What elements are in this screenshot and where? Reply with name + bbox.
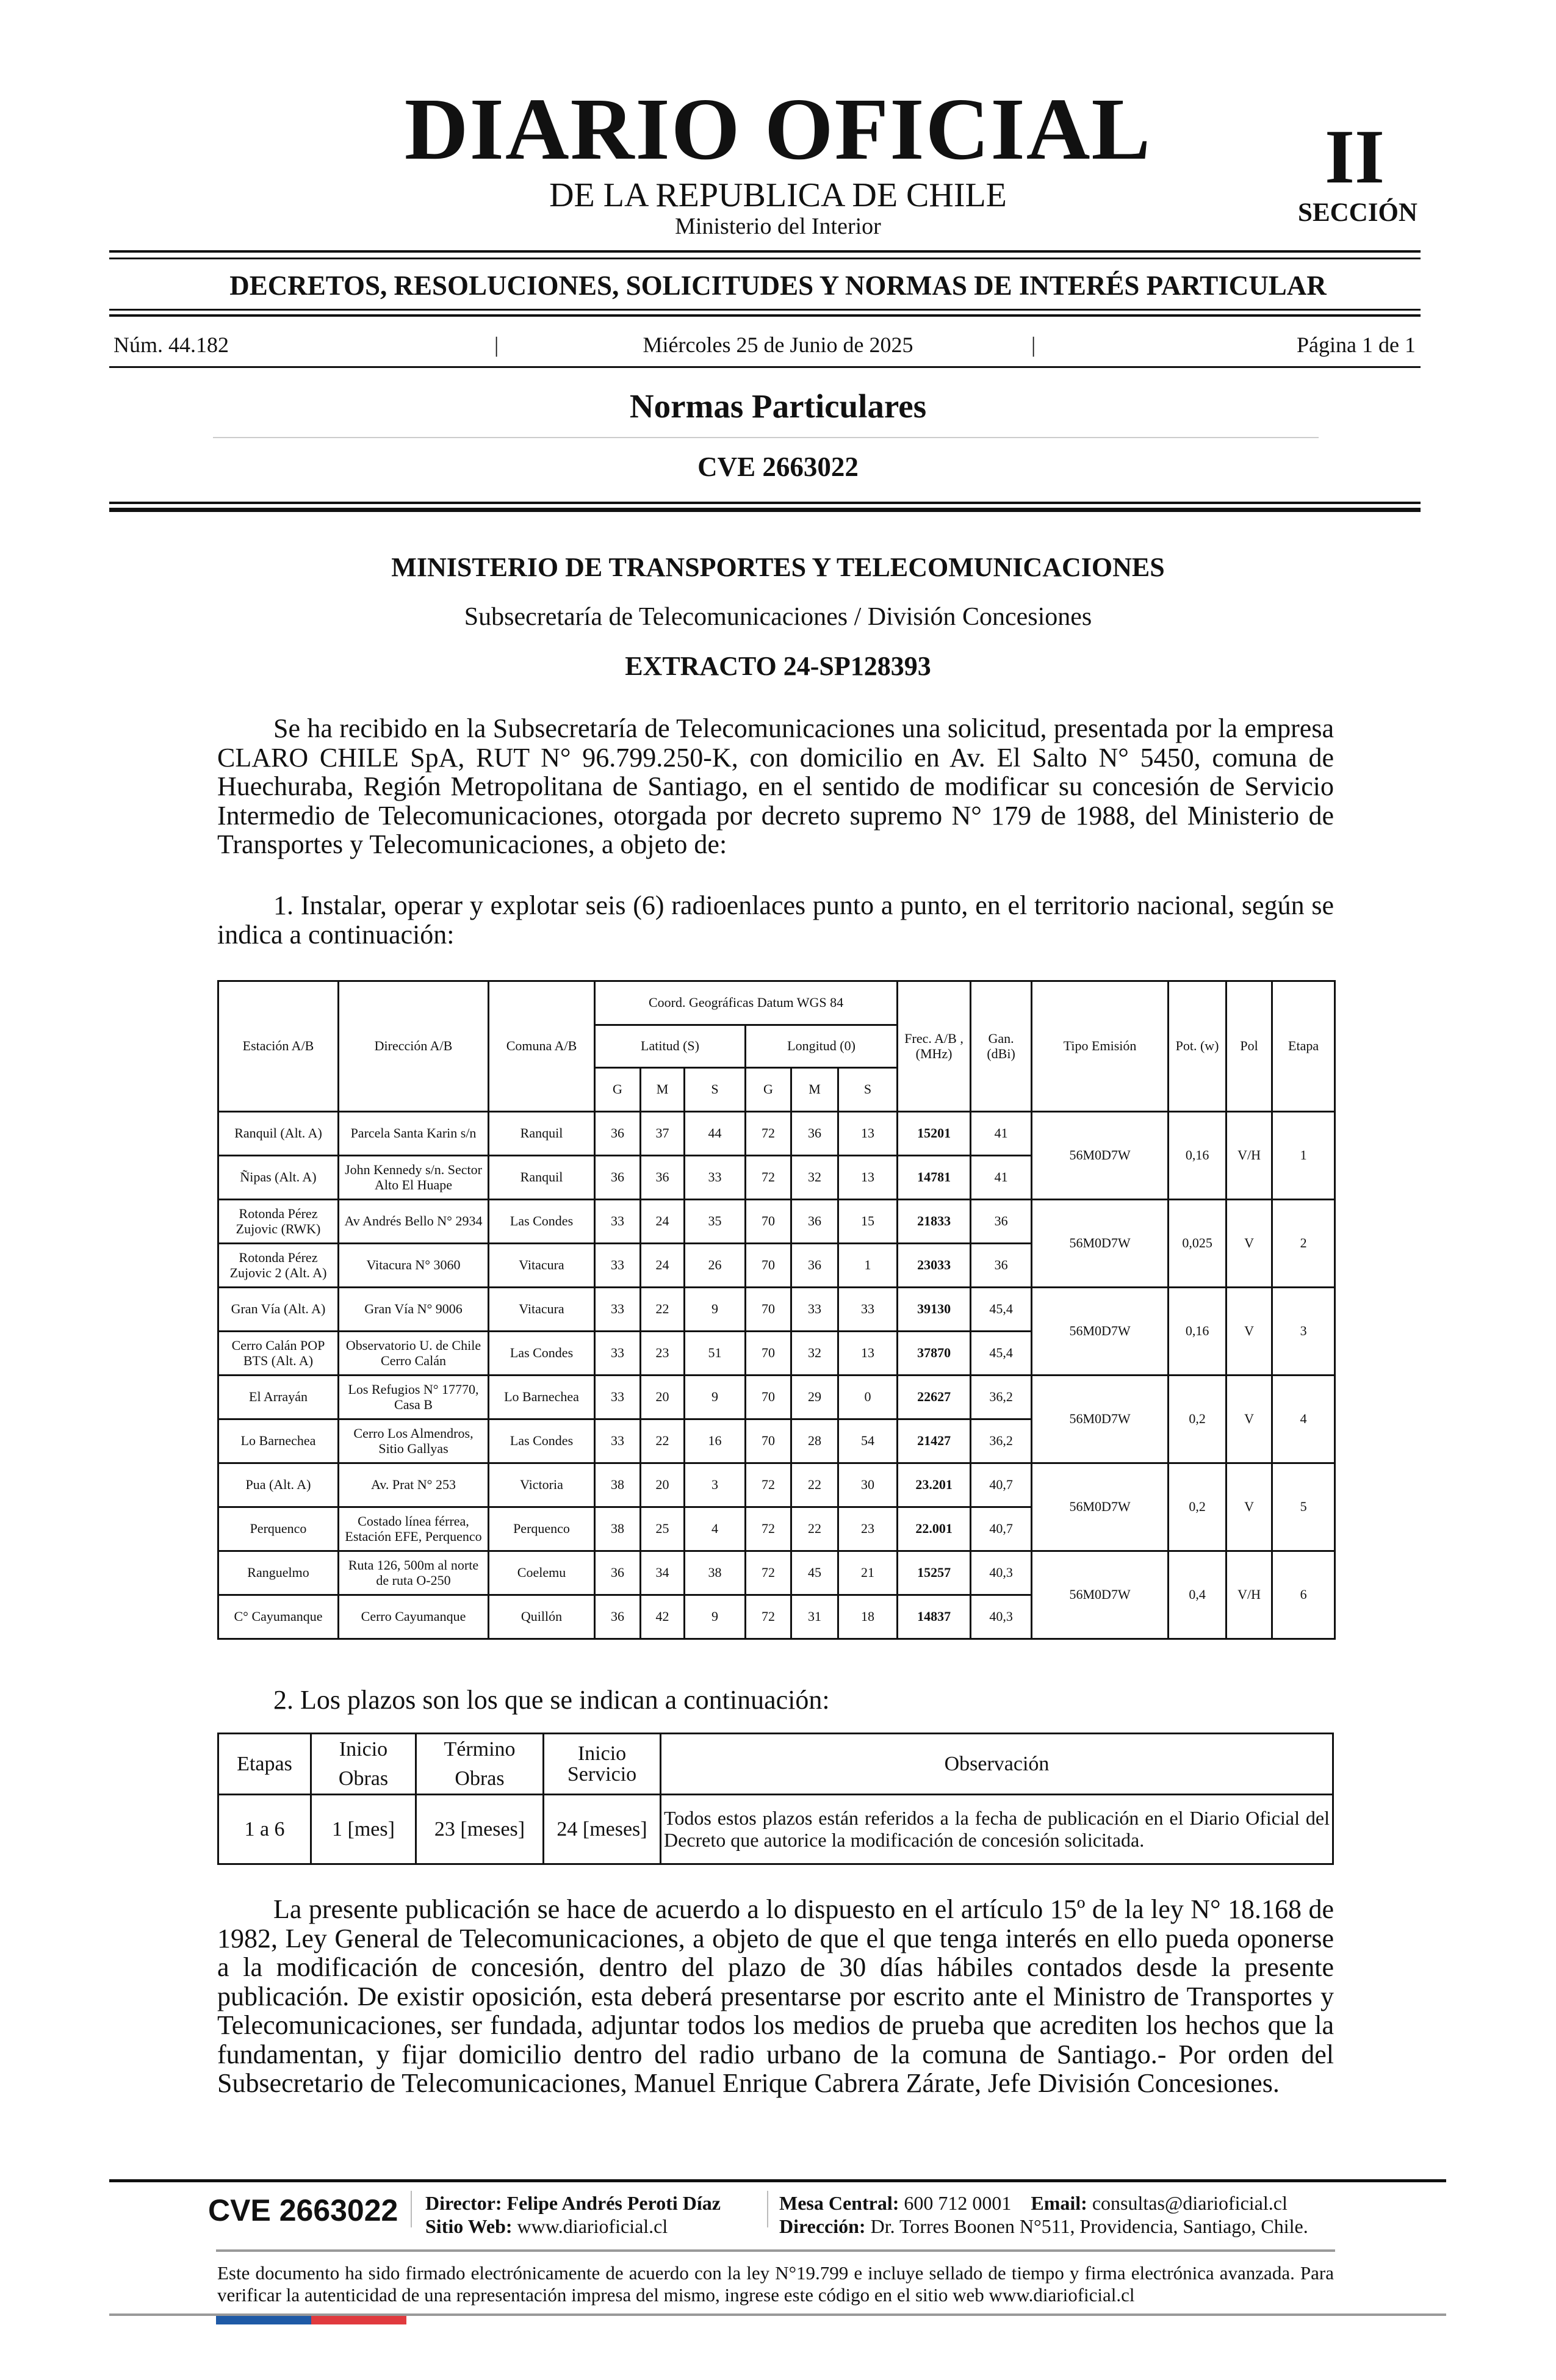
gain-cell: 36,2 [971, 1376, 1032, 1419]
category-heading: Normas Particulares [629, 388, 927, 425]
start-service-value: 24 [meses] [544, 1795, 661, 1864]
address-cell: Observatorio U. de Chile Cerro Calán [339, 1332, 489, 1376]
gain-cell: 36 [971, 1200, 1032, 1244]
footer-divider [109, 2179, 1446, 2182]
lon-g-cell: 70 [746, 1332, 791, 1376]
gain-cell: 36 [971, 1244, 1032, 1288]
lon-g-cell: 70 [746, 1288, 791, 1332]
lat-g-cell: 33 [595, 1200, 641, 1244]
station-cell: C° Cayumanque [218, 1595, 339, 1639]
sub-organization: Subsecretaría de Telecomunicaciones / División Concesiones [464, 603, 1092, 631]
phone-label: Mesa Central: [779, 2192, 899, 2214]
address-cell: Cerro Cayumanque [339, 1595, 489, 1639]
address-label: Dirección: [779, 2215, 866, 2237]
divider [109, 314, 1421, 317]
commune-cell: Vitacura [489, 1244, 595, 1288]
commune-cell: Victoria [489, 1463, 595, 1507]
lon-s-cell: 21 [838, 1551, 898, 1595]
item-1-paragraph: 1. Instalar, operar y explotar seis (6) radioenlaces punto a punto, en el territorio nacional, según se indica a continuación: [217, 890, 1334, 950]
page-number: Página 1 de 1 [1297, 333, 1416, 357]
gain-cell: 41 [971, 1112, 1032, 1156]
lat-g-cell: 33 [595, 1332, 641, 1376]
lat-g-cell: 33 [595, 1288, 641, 1332]
pol-cell: V [1226, 1200, 1272, 1288]
power-cell: 0,2 [1169, 1376, 1226, 1463]
header-gain: Gan. (dBi) [971, 981, 1032, 1112]
table-row [218, 1376, 1335, 1419]
station-cell: El Arrayán [218, 1376, 339, 1419]
emission-cell: 56M0D7W [1032, 1112, 1169, 1200]
header-pol: Pol [1226, 981, 1272, 1112]
station-cell: Rotonda Pérez Zujovic 2 (Alt. A) [218, 1244, 339, 1288]
lat-g-cell: 38 [595, 1463, 641, 1507]
lon-s-cell: 13 [838, 1156, 898, 1200]
lat-g-cell: 33 [595, 1244, 641, 1288]
pol-cell: V [1226, 1376, 1272, 1463]
lon-m-cell: 36 [791, 1112, 838, 1156]
lat-s-cell: 9 [685, 1376, 746, 1419]
extract-title: EXTRACTO 24-SP128393 [625, 651, 931, 681]
freq-cell: 15201 [898, 1112, 971, 1156]
lat-s-cell: 26 [685, 1244, 746, 1288]
header-longitude: Longitud (0) [746, 1025, 898, 1068]
lat-m-cell: 20 [641, 1376, 685, 1419]
header-start-service: Inicio Servicio [544, 1734, 661, 1795]
divider [109, 508, 1421, 512]
separator: | [494, 333, 499, 357]
lon-m-cell: 45 [791, 1551, 838, 1595]
emission-cell: 56M0D7W [1032, 1376, 1169, 1463]
stages-value: 1 a 6 [218, 1795, 311, 1864]
station-cell: Ñipas (Alt. A) [218, 1156, 339, 1200]
email-link[interactable]: consultas@diarioficial.cl [1092, 2192, 1288, 2214]
lon-g-cell: 72 [746, 1112, 791, 1156]
gain-cell: 40,3 [971, 1551, 1032, 1595]
lon-m-cell: 36 [791, 1200, 838, 1244]
station-cell: Cerro Calán POP BTS (Alt. A) [218, 1332, 339, 1376]
email-label: Email: [1031, 2192, 1087, 2214]
header-lon-m: M [791, 1068, 838, 1112]
gain-cell: 40,7 [971, 1507, 1032, 1551]
freq-cell: 39130 [898, 1288, 971, 1332]
lat-m-cell: 25 [641, 1507, 685, 1551]
station-cell: Ranguelmo [218, 1551, 339, 1595]
lon-s-cell: 13 [838, 1112, 898, 1156]
lon-g-cell: 72 [746, 1156, 791, 1200]
header-power: Pot. (w) [1169, 981, 1226, 1112]
lat-s-cell: 9 [685, 1595, 746, 1639]
footer-cve: CVE 2663022 [208, 2193, 398, 2227]
lon-s-cell: 33 [838, 1288, 898, 1332]
address-cell: Av. Prat N° 253 [339, 1463, 489, 1507]
radio-links-table [217, 980, 1336, 1640]
divider [109, 366, 1421, 368]
lat-g-cell: 36 [595, 1112, 641, 1156]
lon-g-cell: 70 [746, 1244, 791, 1288]
item-2-paragraph: 2. Los plazos son los que se indican a continuación: [273, 1685, 830, 1715]
footer-director [425, 2193, 721, 2213]
divider [213, 437, 1319, 438]
lon-g-cell: 72 [746, 1463, 791, 1507]
lon-s-cell: 54 [838, 1419, 898, 1463]
lat-g-cell: 36 [595, 1595, 641, 1639]
address-cell: John Kennedy s/n. Sector Alto El Huape [339, 1156, 489, 1200]
address-cell: Vitacura N° 3060 [339, 1244, 489, 1288]
observation-value: Todos estos plazos están referidos a la fecha de publicación en el Diario Oficial del Decreto que autorice la modificación de concesión solicitada. [661, 1795, 1333, 1864]
address-cell: Gran Vía N° 9006 [339, 1288, 489, 1332]
stage-cell: 5 [1272, 1463, 1335, 1551]
organization-heading: MINISTERIO DE TRANSPORTES Y TELECOMUNICACIONES [391, 552, 1165, 582]
header-freq: Frec. A/B , (MHz) [898, 981, 971, 1112]
lon-m-cell: 28 [791, 1419, 838, 1463]
director-label: Director: [425, 2192, 502, 2214]
commune-cell: Lo Barnechea [489, 1376, 595, 1419]
lat-m-cell: 23 [641, 1332, 685, 1376]
divider [109, 250, 1421, 253]
lon-m-cell: 32 [791, 1332, 838, 1376]
header-commune: Comuna A/B [489, 981, 595, 1112]
freq-cell: 14781 [898, 1156, 971, 1200]
freq-cell: 37870 [898, 1332, 971, 1376]
address-cell: Parcela Santa Karin s/n [339, 1112, 489, 1156]
newspaper-title: DIARIO OFICIAL [404, 81, 1152, 178]
header-start-works: Inicio Obras [311, 1734, 416, 1795]
divider [109, 258, 1421, 259]
lon-g-cell: 72 [746, 1595, 791, 1639]
address-cell: Av Andrés Bello N° 2934 [339, 1200, 489, 1244]
table-row [218, 1112, 1335, 1156]
lat-m-cell: 22 [641, 1288, 685, 1332]
address-cell: Los Refugios N° 17770, Casa B [339, 1376, 489, 1419]
lat-g-cell: 36 [595, 1551, 641, 1595]
station-cell: Ranquil (Alt. A) [218, 1112, 339, 1156]
header-station: Estación A/B [218, 981, 339, 1112]
lat-m-cell: 36 [641, 1156, 685, 1200]
start-works-value: 1 [mes] [311, 1795, 416, 1864]
power-cell: 0,025 [1169, 1200, 1226, 1288]
commune-cell: Ranquil [489, 1156, 595, 1200]
header-lat-m: M [641, 1068, 685, 1112]
lat-s-cell: 35 [685, 1200, 746, 1244]
lon-m-cell: 22 [791, 1463, 838, 1507]
lon-s-cell: 15 [838, 1200, 898, 1244]
header-stages: Etapas [218, 1734, 311, 1795]
lon-s-cell: 13 [838, 1332, 898, 1376]
lat-s-cell: 16 [685, 1419, 746, 1463]
signature-disclaimer: Este documento ha sido firmado electrónicamente de acuerdo con la ley N°19.799 e incluye sellado de tiempo y firma electrónica avanzada. Para verificar la autenticidad de una representación impresa del mismo, ingrese este código en el sitio web www.diarioficial.cl [217, 2262, 1334, 2306]
lat-s-cell: 3 [685, 1463, 746, 1507]
header-coords: Coord. Geográficas Datum WGS 84 [595, 981, 898, 1025]
commune-cell: Quillón [489, 1595, 595, 1639]
freq-cell: 15257 [898, 1551, 971, 1595]
lon-s-cell: 1 [838, 1244, 898, 1288]
lon-g-cell: 72 [746, 1507, 791, 1551]
lon-s-cell: 0 [838, 1376, 898, 1419]
website-label: Sitio Web: [425, 2215, 513, 2237]
header-lat-s: S [685, 1068, 746, 1112]
lat-m-cell: 42 [641, 1595, 685, 1639]
issue-number: Núm. 44.182 [113, 333, 229, 357]
power-cell: 0,2 [1169, 1463, 1226, 1551]
header-stage: Etapa [1272, 981, 1335, 1112]
footer-separator [767, 2191, 768, 2227]
footer-divider [216, 2249, 1335, 2252]
lat-s-cell: 51 [685, 1332, 746, 1376]
emission-cell: 56M0D7W [1032, 1288, 1169, 1376]
section-number: II [1324, 115, 1385, 200]
header-latitude: Latitud (S) [595, 1025, 746, 1068]
commune-cell: Las Condes [489, 1200, 595, 1244]
gain-cell: 36,2 [971, 1419, 1032, 1463]
freq-cell: 22.001 [898, 1507, 971, 1551]
lon-s-cell: 23 [838, 1507, 898, 1551]
flag-stripe-red [311, 2316, 406, 2324]
address-cell: Cerro Los Almendros, Sitio Gallyas [339, 1419, 489, 1463]
lat-g-cell: 33 [595, 1376, 641, 1419]
header-address: Dirección A/B [339, 981, 489, 1112]
divider [109, 309, 1421, 311]
lon-s-cell: 18 [838, 1595, 898, 1639]
lon-g-cell: 70 [746, 1376, 791, 1419]
station-cell: Pua (Alt. A) [218, 1463, 339, 1507]
header-lon-s: S [838, 1068, 898, 1112]
station-cell: Gran Vía (Alt. A) [218, 1288, 339, 1332]
pol-cell: V [1226, 1288, 1272, 1376]
ministry-label: Ministerio del Interior [675, 214, 881, 239]
header-lat-g: G [595, 1068, 641, 1112]
footer-address [779, 2216, 1308, 2236]
commune-cell: Perquenco [489, 1507, 595, 1551]
commune-cell: Coelemu [489, 1551, 595, 1595]
station-cell: Rotonda Pérez Zujovic (RWK) [218, 1200, 339, 1244]
pol-cell: V/H [1226, 1551, 1272, 1639]
address-cell: Costado línea férrea, Estación EFE, Perquenco [339, 1507, 489, 1551]
lon-g-cell: 70 [746, 1200, 791, 1244]
lat-s-cell: 9 [685, 1288, 746, 1332]
divider [109, 502, 1421, 504]
radio-links-body [218, 1112, 1335, 1639]
commune-cell: Las Condes [489, 1332, 595, 1376]
lat-g-cell: 38 [595, 1507, 641, 1551]
gain-cell: 41 [971, 1156, 1032, 1200]
header-lon-g: G [746, 1068, 791, 1112]
phone-number: 600 712 0001 [904, 2192, 1012, 2214]
commune-cell: Ranquil [489, 1112, 595, 1156]
lon-g-cell: 72 [746, 1551, 791, 1595]
table-row [218, 1551, 1335, 1595]
power-cell: 0,16 [1169, 1112, 1226, 1200]
footer-separator [411, 2191, 412, 2227]
gain-cell: 40,7 [971, 1463, 1032, 1507]
newspaper-subtitle: DE LA REPUBLICA DE CHILE [549, 176, 1007, 214]
commune-cell: Vitacura [489, 1288, 595, 1332]
issue-date: Miércoles 25 de Junio de 2025 [643, 333, 913, 357]
power-cell: 0,4 [1169, 1551, 1226, 1639]
emission-cell: 56M0D7W [1032, 1200, 1169, 1288]
lat-s-cell: 44 [685, 1112, 746, 1156]
lon-s-cell: 30 [838, 1463, 898, 1507]
lon-m-cell: 31 [791, 1595, 838, 1639]
stage-cell: 2 [1272, 1200, 1335, 1288]
address-cell: Ruta 126, 500m al norte de ruta O-250 [339, 1551, 489, 1595]
station-cell: Lo Barnechea [218, 1419, 339, 1463]
emission-cell: 56M0D7W [1032, 1463, 1169, 1551]
schedule-table [217, 1733, 1334, 1865]
header-end-works: Término Obras [416, 1734, 544, 1795]
lat-g-cell: 33 [595, 1419, 641, 1463]
section-label: SECCIÓN [1298, 198, 1417, 227]
table-row [218, 1288, 1335, 1332]
stage-cell: 6 [1272, 1551, 1335, 1639]
lat-m-cell: 20 [641, 1463, 685, 1507]
footer-contact [779, 2193, 1288, 2213]
lat-s-cell: 38 [685, 1551, 746, 1595]
lat-m-cell: 34 [641, 1551, 685, 1595]
freq-cell: 21833 [898, 1200, 971, 1244]
cve-code: CVE 2663022 [697, 452, 859, 482]
freq-cell: 21427 [898, 1419, 971, 1463]
freq-cell: 14837 [898, 1595, 971, 1639]
director-name: Felipe Andrés Peroti Díaz [506, 2192, 721, 2214]
lon-m-cell: 32 [791, 1156, 838, 1200]
freq-cell: 23.201 [898, 1463, 971, 1507]
table-row [218, 1463, 1335, 1507]
lon-m-cell: 36 [791, 1244, 838, 1288]
pol-cell: V [1226, 1463, 1272, 1551]
lat-s-cell: 4 [685, 1507, 746, 1551]
website-link[interactable]: www.diarioficial.cl [517, 2215, 668, 2237]
stage-cell: 3 [1272, 1288, 1335, 1376]
lat-g-cell: 36 [595, 1156, 641, 1200]
lat-m-cell: 24 [641, 1200, 685, 1244]
lat-m-cell: 37 [641, 1112, 685, 1156]
flag-stripe-blue [216, 2316, 311, 2324]
gain-cell: 45,4 [971, 1332, 1032, 1376]
station-cell: Perquenco [218, 1507, 339, 1551]
emission-cell: 56M0D7W [1032, 1551, 1169, 1639]
lon-m-cell: 33 [791, 1288, 838, 1332]
intro-paragraph: Se ha recibido en la Subsecretaría de Telecomunicaciones una solicitud, presentada por la empresa CLARO CHILE SpA, RUT N° 96.799.250-K, con domicilio en Av. El Salto N° 5450, comuna de Huechuraba, Región Metropolitana de Santiago, en el sentido de modificar su concesión de Servicio Intermedio de Telecomunicaciones, otorgada por decreto supremo N° 179 de 1988, del Ministerio de Transportes y Telecomunicaciones, a objeto de: [217, 713, 1334, 859]
lon-g-cell: 70 [746, 1419, 791, 1463]
end-works-value: 23 [meses] [416, 1795, 544, 1864]
freq-cell: 23033 [898, 1244, 971, 1288]
closing-paragraph: La presente publicación se hace de acuerdo a lo dispuesto en el artículo 15º de la ley N° 18.168 de 1982, Ley General de Telecomunicaciones, a objeto de que el que tenga interés en ello pueda oponerse a la modificación de concesión, dentro del plazo de 30 días hábiles contados desde la presente publicación. De existir oposición, esta deberá presentarse por escrito ante el Ministro de Transportes y Telecomunicaciones, ser fundada, adjuntar todos los medios de prueba que acrediten los hechos que la fundamentan, y fijar domicilio dentro del radio urbano de la comuna de Santiago.- Por orden del Subsecretario de Telecomunicaciones, Manuel Enrique Cabrera Zárate, Jefe División Concesiones. [217, 1894, 1334, 2098]
lat-s-cell: 33 [685, 1156, 746, 1200]
lat-m-cell: 22 [641, 1419, 685, 1463]
stage-cell: 4 [1272, 1376, 1335, 1463]
lon-m-cell: 22 [791, 1507, 838, 1551]
lon-m-cell: 29 [791, 1376, 838, 1419]
gain-cell: 40,3 [971, 1595, 1032, 1639]
lat-m-cell: 24 [641, 1244, 685, 1288]
header-observation: Observación [661, 1734, 1333, 1795]
freq-cell: 22627 [898, 1376, 971, 1419]
gain-cell: 45,4 [971, 1288, 1032, 1332]
table-row [218, 1200, 1335, 1244]
address-value: Dr. Torres Boonen N°511, Providencia, Santiago, Chile. [870, 2215, 1308, 2237]
separator: | [1031, 333, 1036, 357]
header-emission: Tipo Emisión [1032, 981, 1169, 1112]
stage-cell: 1 [1272, 1112, 1335, 1200]
footer-website [425, 2216, 668, 2236]
power-cell: 0,16 [1169, 1288, 1226, 1376]
pol-cell: V/H [1226, 1112, 1272, 1200]
section-banner: DECRETOS, RESOLUCIONES, SOLICITUDES Y NORMAS DE INTERÉS PARTICULAR [229, 270, 1327, 301]
commune-cell: Las Condes [489, 1419, 595, 1463]
